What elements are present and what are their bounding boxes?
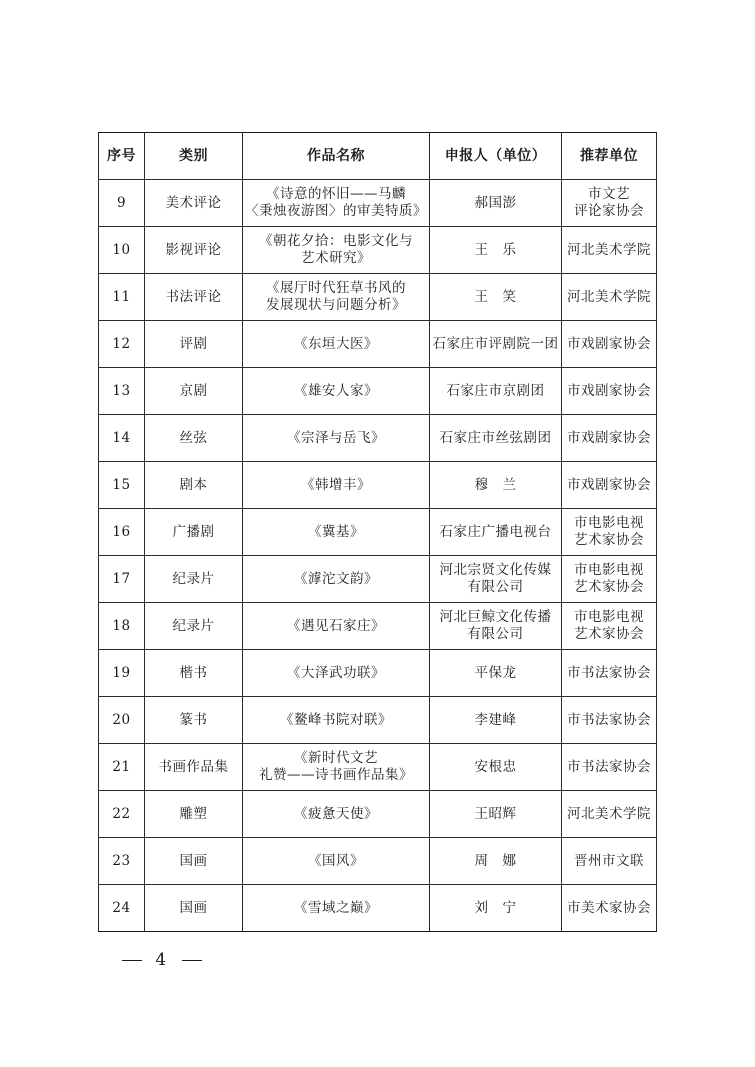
cell-category: 评剧 — [145, 321, 243, 368]
cell-category: 书法评论 — [145, 274, 243, 321]
cell-applicant-line: 石家庄市丝弦剧团 — [439, 429, 552, 446]
cell-recommender-line: 市戏剧家协会 — [567, 335, 651, 352]
cell-work-title-line: 《新时代文艺 — [294, 750, 378, 766]
table-header-row — [99, 133, 657, 180]
cell-work-title — [243, 274, 430, 321]
table-row — [99, 462, 657, 509]
cell-recommender-line: 市戏剧家协会 — [567, 382, 651, 399]
cell-work-title-line: 《宗泽与岳飞》 — [287, 429, 385, 446]
cell-work-title-line: 《韩增丰》 — [301, 476, 371, 493]
cell-applicant — [430, 791, 562, 838]
cell-applicant-line: 刘 宁 — [474, 899, 517, 916]
header-category: 类别 — [145, 133, 243, 180]
cell-applicant-line: 河北巨鲸文化传播 — [439, 609, 552, 625]
table-row — [99, 180, 657, 227]
cell-applicant-line: 安根忠 — [474, 758, 517, 775]
cell-category: 剧本 — [145, 462, 243, 509]
cell-recommender-line: 市书法家协会 — [567, 758, 651, 775]
cell-work-title-line: 《雪域之巅》 — [294, 899, 378, 916]
cell-serial: 9 — [99, 180, 145, 227]
cell-work-title — [243, 556, 430, 603]
page-footer — [116, 950, 208, 970]
cell-applicant — [430, 697, 562, 744]
cell-recommender — [562, 462, 657, 509]
cell-applicant-line: 有限公司 — [467, 579, 524, 595]
cell-applicant — [430, 556, 562, 603]
cell-serial: 21 — [99, 744, 145, 791]
cell-work-title — [243, 744, 430, 791]
table-row — [99, 697, 657, 744]
cell-work-title-line: 《国风》 — [308, 852, 364, 869]
cell-applicant-line: 郝国澎 — [474, 194, 517, 211]
cell-category: 书画作品集 — [145, 744, 243, 791]
cell-serial: 22 — [99, 791, 145, 838]
cell-work-title-line: 《鳌峰书院对联》 — [280, 711, 392, 728]
cell-category: 国画 — [145, 838, 243, 885]
table-row — [99, 556, 657, 603]
cell-serial: 12 — [99, 321, 145, 368]
cell-serial: 19 — [99, 650, 145, 697]
table-row — [99, 791, 657, 838]
cell-applicant-line: 李建峰 — [474, 711, 517, 728]
cell-category: 京剧 — [145, 368, 243, 415]
cell-recommender-line: 市文艺 — [588, 186, 630, 202]
cell-recommender-line: 市电影电视 — [574, 609, 644, 625]
cell-recommender — [562, 556, 657, 603]
cell-recommender-line: 河北美术学院 — [567, 288, 651, 305]
cell-work-title-line: 《滹沱文韵》 — [294, 570, 378, 587]
cell-recommender — [562, 650, 657, 697]
cell-recommender — [562, 415, 657, 462]
cell-work-title-line: 《遇见石家庄》 — [287, 617, 385, 634]
cell-applicant — [430, 415, 562, 462]
table-row — [99, 415, 657, 462]
cell-work-title-line: 《东垣大医》 — [294, 335, 378, 352]
cell-serial: 13 — [99, 368, 145, 415]
cell-applicant — [430, 462, 562, 509]
cell-work-title-line: 《冀基》 — [308, 523, 364, 540]
table-row — [99, 509, 657, 556]
cell-work-title-line: 《诗意的怀旧——马麟 — [266, 186, 406, 202]
cell-recommender-line: 市戏剧家协会 — [567, 476, 651, 493]
cell-applicant-line: 有限公司 — [467, 626, 524, 642]
header-recommender: 推荐单位 — [562, 133, 657, 180]
header-work-title: 作品名称 — [243, 133, 430, 180]
cell-serial: 23 — [99, 838, 145, 885]
cell-recommender — [562, 509, 657, 556]
cell-work-title-line: 《展厅时代狂草书风的 — [266, 280, 406, 296]
cell-applicant — [430, 180, 562, 227]
cell-category: 纪录片 — [145, 556, 243, 603]
cell-work-title-line: 礼赞——诗书画作品集》 — [259, 767, 413, 783]
cell-work-title-line: 《大泽武功联》 — [287, 664, 385, 681]
cell-applicant-line: 石家庄市京剧团 — [446, 382, 545, 399]
table-row — [99, 274, 657, 321]
footer-dash-right — [182, 960, 202, 961]
cell-applicant — [430, 321, 562, 368]
cell-serial: 18 — [99, 603, 145, 650]
cell-recommender-line: 市电影电视 — [574, 562, 644, 578]
cell-applicant-line: 周 娜 — [474, 852, 517, 869]
cell-applicant — [430, 744, 562, 791]
cell-work-title — [243, 462, 430, 509]
cell-recommender-line: 艺术家协会 — [574, 579, 644, 595]
awards-table — [98, 132, 657, 932]
cell-applicant-line: 王 笑 — [474, 288, 517, 305]
cell-applicant-line: 石家庄广播电视台 — [439, 523, 552, 540]
page-number: 4 — [155, 950, 169, 970]
cell-serial: 11 — [99, 274, 145, 321]
cell-recommender-line: 市美术家协会 — [567, 899, 651, 916]
cell-applicant — [430, 885, 562, 932]
cell-recommender-line: 河北美术学院 — [567, 805, 651, 822]
cell-category: 影视评论 — [145, 227, 243, 274]
header-applicant: 申报人（单位） — [430, 133, 562, 180]
footer-dash-left — [122, 960, 142, 961]
table-row — [99, 650, 657, 697]
cell-recommender — [562, 274, 657, 321]
cell-work-title — [243, 368, 430, 415]
cell-recommender — [562, 744, 657, 791]
cell-recommender — [562, 227, 657, 274]
cell-work-title-line: 发展现状与问题分析》 — [266, 297, 406, 313]
cell-recommender-line: 市电影电视 — [574, 515, 644, 531]
cell-work-title — [243, 321, 430, 368]
cell-recommender-line: 市书法家协会 — [567, 711, 651, 728]
cell-work-title — [243, 838, 430, 885]
table-body — [99, 180, 657, 932]
cell-work-title-line: 〈秉烛夜游图〉的审美特质》 — [245, 203, 427, 219]
table-row — [99, 744, 657, 791]
cell-serial: 24 — [99, 885, 145, 932]
table-row — [99, 368, 657, 415]
cell-category: 美术评论 — [145, 180, 243, 227]
cell-applicant-line: 石家庄市评剧院一团 — [432, 335, 559, 352]
cell-serial: 16 — [99, 509, 145, 556]
cell-serial: 10 — [99, 227, 145, 274]
cell-recommender — [562, 603, 657, 650]
cell-work-title — [243, 650, 430, 697]
cell-work-title-line: 艺术研究》 — [301, 250, 371, 266]
cell-applicant-line: 穆 兰 — [474, 476, 517, 493]
cell-work-title — [243, 509, 430, 556]
cell-applicant — [430, 227, 562, 274]
cell-work-title-line: 《朝花夕拾：电影文化与 — [259, 233, 413, 249]
cell-recommender-line: 晋州市文联 — [574, 852, 644, 869]
cell-applicant — [430, 509, 562, 556]
cell-applicant-line: 王 乐 — [474, 241, 517, 258]
cell-applicant — [430, 650, 562, 697]
cell-work-title-line: 《疲惫天使》 — [294, 805, 378, 822]
cell-work-title — [243, 180, 430, 227]
cell-recommender — [562, 180, 657, 227]
cell-recommender-line: 河北美术学院 — [567, 241, 651, 258]
table-row — [99, 603, 657, 650]
cell-recommender — [562, 321, 657, 368]
cell-serial: 17 — [99, 556, 145, 603]
header-serial: 序号 — [99, 133, 145, 180]
table-row — [99, 838, 657, 885]
cell-recommender-line: 市戏剧家协会 — [567, 429, 651, 446]
cell-serial: 15 — [99, 462, 145, 509]
cell-recommender — [562, 697, 657, 744]
cell-category: 国画 — [145, 885, 243, 932]
cell-category: 丝弦 — [145, 415, 243, 462]
cell-category: 篆书 — [145, 697, 243, 744]
cell-recommender — [562, 368, 657, 415]
cell-applicant — [430, 274, 562, 321]
cell-applicant-line: 王昭辉 — [474, 805, 517, 822]
cell-work-title — [243, 791, 430, 838]
cell-recommender — [562, 791, 657, 838]
cell-work-title — [243, 415, 430, 462]
cell-recommender — [562, 838, 657, 885]
cell-recommender-line: 市书法家协会 — [567, 664, 651, 681]
cell-serial: 14 — [99, 415, 145, 462]
cell-applicant — [430, 368, 562, 415]
cell-recommender-line: 艺术家协会 — [574, 532, 644, 548]
cell-category: 楷书 — [145, 650, 243, 697]
table-row — [99, 885, 657, 932]
cell-work-title-line: 《雄安人家》 — [294, 382, 378, 399]
cell-work-title — [243, 227, 430, 274]
cell-recommender — [562, 885, 657, 932]
cell-applicant-line: 平保龙 — [474, 664, 517, 681]
cell-work-title — [243, 603, 430, 650]
cell-work-title — [243, 885, 430, 932]
cell-recommender-line: 评论家协会 — [574, 203, 644, 219]
cell-recommender-line: 艺术家协会 — [574, 626, 644, 642]
cell-work-title — [243, 697, 430, 744]
cell-category: 广播剧 — [145, 509, 243, 556]
cell-applicant — [430, 603, 562, 650]
cell-applicant — [430, 838, 562, 885]
table-row — [99, 321, 657, 368]
cell-category: 纪录片 — [145, 603, 243, 650]
cell-serial: 20 — [99, 697, 145, 744]
cell-applicant-line: 河北宗贤文化传媒 — [439, 562, 552, 578]
table-row — [99, 227, 657, 274]
cell-category: 雕塑 — [145, 791, 243, 838]
